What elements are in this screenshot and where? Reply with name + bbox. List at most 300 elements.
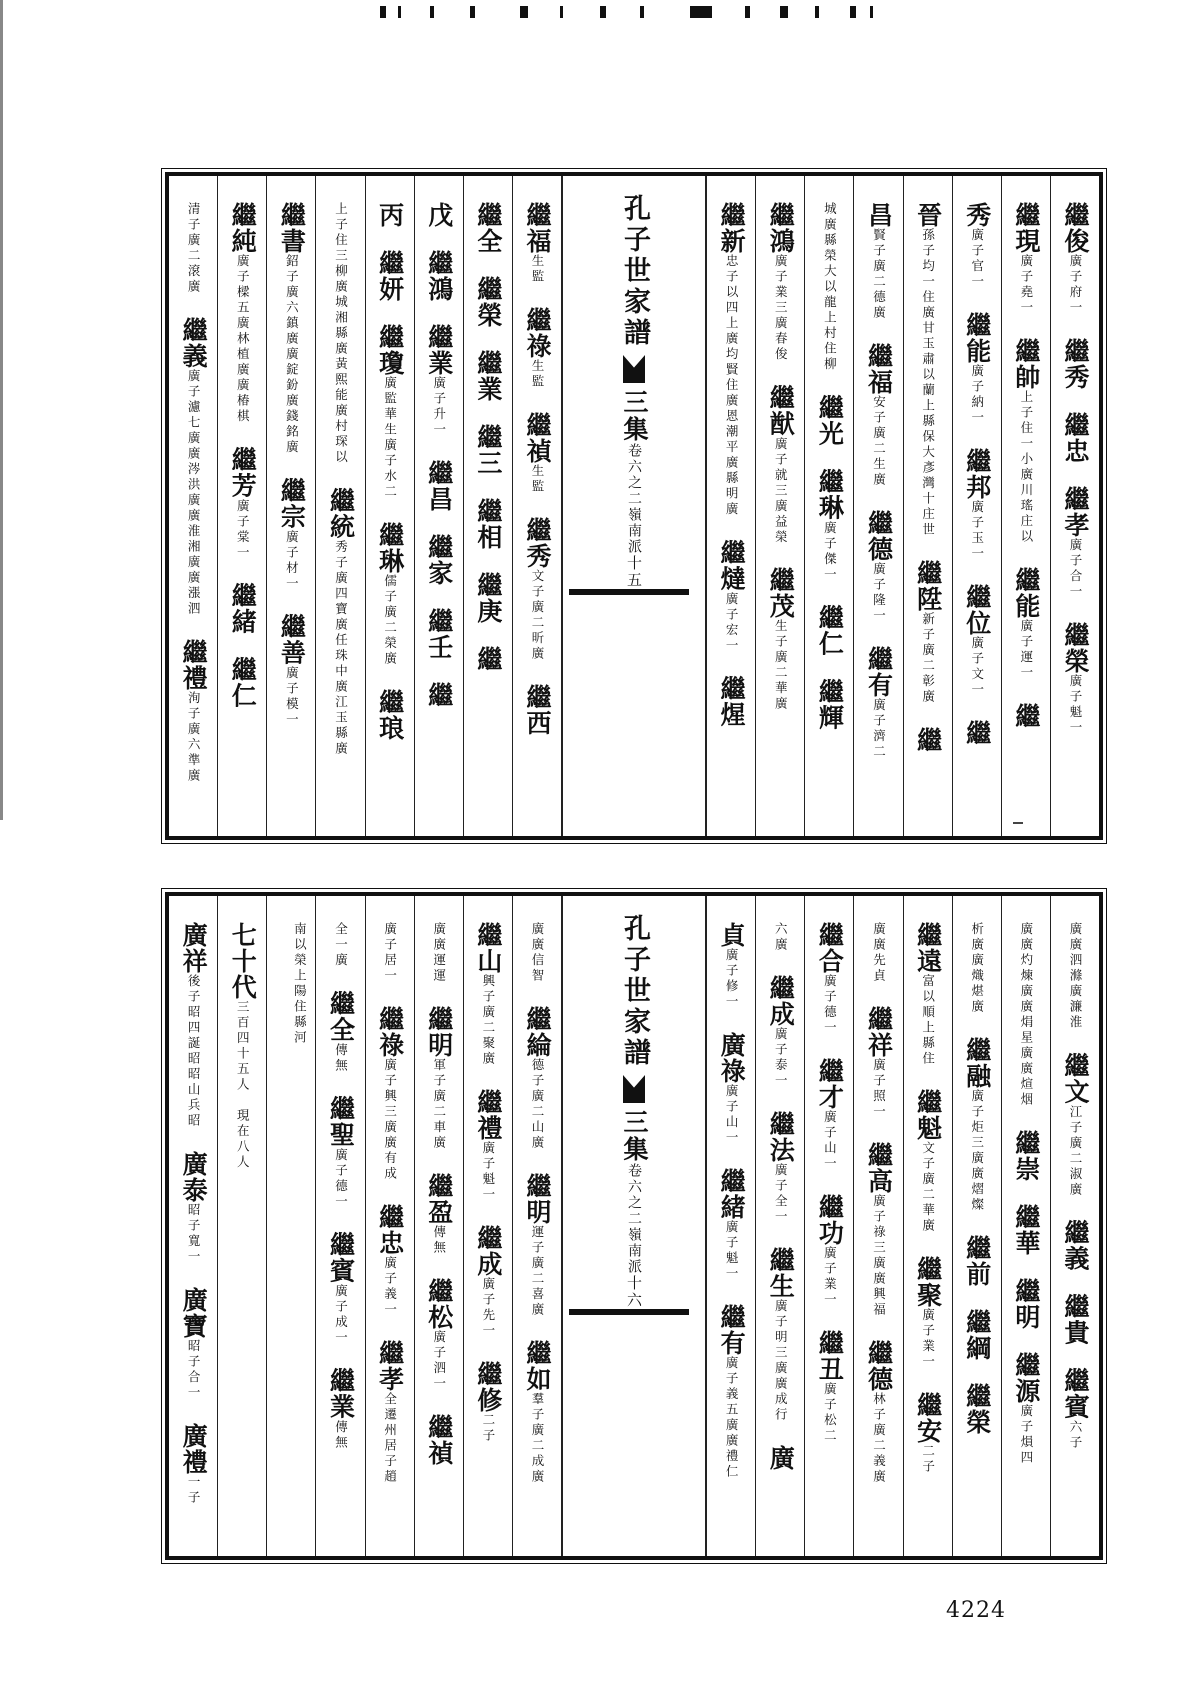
genealogy-column [1050, 896, 1099, 1556]
person-name: 繼相 [473, 498, 503, 550]
column-gap [534, 984, 540, 1006]
annotation-note: 廣子業一 [822, 1246, 838, 1308]
column-row [169, 176, 1099, 836]
annotation-note: 羣子廣二成廣 [530, 1392, 545, 1485]
person-name: 繼德 [864, 510, 894, 562]
column-gap [876, 488, 882, 510]
annotation-note: 城廣縣榮大以龍上村住柳 [822, 202, 838, 373]
column-gap [534, 1151, 540, 1173]
person-name: 繼忠 [1061, 412, 1090, 464]
column-gap [974, 1015, 980, 1037]
column-gap [826, 657, 832, 679]
column-gap [436, 228, 442, 250]
annotation-note: 昭子寬一 [186, 1203, 202, 1265]
annotation-note: 廣子隆一 [871, 562, 887, 624]
person-name: 丙 [375, 202, 405, 228]
fishtail-mark [623, 1075, 645, 1103]
person-name: 繼明 [523, 1173, 552, 1225]
annotation-note: 新子廣二彰廣 [920, 612, 936, 705]
column-gap [826, 583, 832, 605]
column-gap [387, 500, 393, 522]
column-gap [1072, 464, 1078, 486]
person-name: 繼修 [473, 1361, 503, 1413]
annotation-note: 廣子興三廣廣有成 [382, 1058, 398, 1182]
genealogy-column [1001, 896, 1050, 1556]
person-name: 廣 [766, 1445, 796, 1471]
annotation-note: 廣子德一 [822, 974, 838, 1036]
annotation-note: 運子廣二喜廣 [530, 1225, 545, 1318]
annotation-note: 鉊子廣六鎮廣廣錠鈖廣錢銘廣 [284, 254, 300, 456]
column-gap [974, 290, 980, 312]
annotation-note: 廣子義五廣廣禮仁 [724, 1356, 740, 1480]
person-name: 繼合 [815, 922, 845, 974]
annotation-note: 生監 [530, 464, 545, 495]
column-gap [485, 1067, 491, 1089]
person-name: 繼仁 [228, 656, 258, 709]
person-name: 繼善 [277, 613, 307, 666]
person-name: 繼西 [523, 684, 552, 736]
genealogy-column [804, 176, 853, 836]
person-name: 繼文 [1061, 1052, 1090, 1105]
person-name: 繼義 [1061, 1219, 1090, 1272]
annotation-note: 廣子魁一 [480, 1141, 496, 1203]
annotation-note: 廣子堯一 [1018, 254, 1034, 316]
annotation-note: 廣子業一 [920, 1308, 936, 1370]
annotation-note: 廣子山一 [724, 1084, 740, 1146]
person-name: 繼榮 [473, 276, 503, 328]
person-name: 繼宗 [277, 477, 307, 530]
annotation-note: 廣子明三廣廣成行 [773, 1299, 789, 1423]
annotation-note: 析廣廣熾煁廣 [969, 922, 985, 1015]
annotation-note: 廣子材一 [284, 529, 300, 592]
annotation-note: 賢子廣二德廣 [871, 228, 887, 321]
column-gap [777, 1089, 783, 1111]
annotation-note: 廣子義一 [382, 1256, 398, 1318]
column-gap [485, 254, 491, 276]
person-name: 繼山 [473, 922, 503, 974]
genealogy-column [853, 896, 902, 1556]
person-name: 繼前 [962, 1235, 992, 1287]
annotation-note: 秀子廣四寶廣任珠中廣江玉縣廣 [333, 539, 349, 757]
annotation-note: 廣子魁一 [724, 1220, 740, 1282]
person-name: 繼榮 [962, 1383, 992, 1435]
annotation-note: 廣子濟二 [871, 698, 887, 760]
person-name: 繼新 [717, 202, 747, 254]
annotation-note: 廣廣信智 [530, 922, 545, 984]
genealogy-column [755, 176, 804, 836]
column-gap [1072, 1198, 1078, 1220]
annotation-note: 廣子照一 [871, 1058, 887, 1120]
column-gap [777, 953, 783, 975]
column-gap [190, 1265, 196, 1287]
column-gap [387, 1182, 393, 1204]
genealogy-column [414, 176, 463, 836]
scan-mark [1013, 822, 1023, 824]
person-name: 繼壬 [424, 608, 454, 660]
genealogy-column [365, 896, 414, 1556]
genealogy-column [706, 896, 755, 1556]
person-name: 繼才 [815, 1058, 845, 1110]
person-name: 繼昌 [424, 460, 454, 512]
header-bar [569, 589, 689, 595]
genealogy-column [952, 896, 1001, 1556]
column-gap [728, 1146, 734, 1168]
person-name: 繼茂 [766, 567, 796, 619]
annotation-note: 三百四十五人 現在八人 [235, 1000, 251, 1171]
column-gap [387, 984, 393, 1006]
column-gap [925, 1234, 931, 1256]
genealogy-column [1050, 176, 1099, 836]
person-name: 繼琅 [375, 689, 405, 741]
person-name: 繼盈 [424, 1173, 454, 1225]
person-name: 繼高 [864, 1142, 894, 1194]
genealogy-column [706, 176, 755, 836]
person-name: 繼成 [473, 1225, 503, 1277]
column-gap [728, 1282, 734, 1304]
annotation-note: 廣子泗一 [431, 1330, 447, 1392]
column-gap [436, 1256, 442, 1278]
annotation-note: 南以榮上陽住縣河 [292, 922, 308, 1046]
person-name: 繼 [913, 727, 943, 753]
person-name: 繼猷 [766, 384, 796, 437]
person-name: 繼安 [913, 1392, 943, 1444]
person-name: 繼法 [766, 1111, 796, 1163]
annotation-note: 廣子傑一 [822, 520, 838, 583]
genealogy-column [903, 896, 952, 1556]
annotation-note: 六子 [1068, 1419, 1083, 1451]
annotation-note: 廣子納一 [969, 364, 985, 426]
annotation-note: 廣廣運運 [431, 922, 447, 984]
person-name: 繼綸 [523, 1006, 552, 1058]
genealogy-column [903, 176, 952, 836]
column-gap [485, 476, 491, 498]
person-name: 晉 [913, 202, 943, 228]
genealogy-column [952, 176, 1001, 836]
column-gap [876, 984, 882, 1006]
person-name: 繼禎 [424, 1414, 454, 1466]
annotation-note: 廣子先一 [480, 1277, 496, 1339]
genealogy-column [315, 896, 364, 1556]
column-gap [338, 1210, 344, 1232]
column-gap [925, 1067, 931, 1089]
person-name: 廣祥 [179, 922, 209, 974]
column-gap [485, 328, 491, 350]
annotation-note: 昭子合一 [186, 1339, 202, 1401]
person-name: 繼三 [473, 424, 503, 476]
column-gap [728, 518, 734, 540]
annotation-note: 林子廣二義廣 [871, 1392, 887, 1485]
column-gap [876, 1318, 882, 1340]
person-name: 繼光 [815, 394, 845, 447]
annotation-note: 一子 [186, 1475, 202, 1506]
person-name: 繼明 [424, 1006, 454, 1058]
column-gap [876, 624, 882, 646]
column-gap [387, 228, 393, 250]
folio-number: 十五 [625, 555, 643, 589]
genealogy-column [463, 176, 512, 836]
column-gap [436, 1392, 442, 1414]
annotation-note: 六廣 [773, 922, 789, 953]
column-gap [974, 1213, 980, 1235]
person-name: 繼芳 [228, 446, 258, 499]
folio-number: 十六 [625, 1275, 643, 1309]
person-name: 繼秀 [1061, 338, 1090, 390]
column-gap [1072, 390, 1078, 412]
volume-label: 卷六之二 [626, 443, 642, 507]
annotation-note: 孫子均一住廣甘玉肅以蘭上縣保大彥灣十庄世 [920, 228, 936, 538]
person-name: 貞 [717, 922, 747, 948]
annotation-note: 清子廣二滾廣 [186, 202, 202, 295]
annotation-note: 廣子升一 [431, 376, 447, 438]
person-name: 繼庚 [473, 572, 503, 624]
column-gap [1023, 1182, 1029, 1204]
person-name: 繼福 [523, 202, 552, 254]
column-gap [974, 426, 980, 448]
genealogy-column [266, 896, 315, 1556]
annotation-note: 興子廣二聚廣 [480, 974, 496, 1067]
person-name: 繼能 [1011, 567, 1041, 619]
annotation-note: 廣子祿三廣廣興福 [871, 1194, 887, 1318]
column-gap [974, 698, 980, 720]
branch-label: 嶺南派 [626, 1227, 642, 1275]
person-name: 戊 [424, 202, 454, 228]
column-gap [436, 660, 442, 682]
column-gap [387, 1318, 393, 1340]
annotation-note: 廣廣先貞 [871, 922, 887, 984]
column-gap [436, 1151, 442, 1173]
column-gap [826, 1172, 832, 1194]
column-gap [826, 447, 832, 469]
person-name: 繼榮 [1061, 622, 1090, 674]
annotation-note: 廣子棠一 [235, 498, 251, 561]
collection-label: 三集 [620, 1109, 649, 1163]
annotation-note: 廣子運一 [1018, 619, 1034, 681]
person-name: 繼遠 [913, 922, 943, 974]
person-name: 繼現 [1011, 202, 1041, 254]
column-gap [777, 363, 783, 385]
column-gap [534, 285, 540, 307]
column-gap [777, 545, 783, 567]
person-name: 繼書 [277, 202, 307, 254]
annotation-note: 廣子濾七廣廣涔洪廣廣淮湘廣廣漲泗 [186, 369, 202, 617]
column-gap [387, 667, 393, 689]
person-name: 繼俊 [1061, 202, 1090, 254]
column-gap [338, 466, 344, 488]
person-name: 繼祿 [375, 1006, 405, 1058]
column-gap [728, 654, 734, 676]
annotation-note: 廣廣泗滌廣濂淮 [1068, 922, 1083, 1031]
person-name: 繼家 [424, 534, 454, 586]
person-name: 繼秀 [523, 517, 552, 569]
column-gap [387, 302, 393, 324]
column-gap [190, 1401, 196, 1423]
annotation-note: 廣子德一 [333, 1147, 349, 1210]
person-name: 繼緒 [228, 582, 258, 635]
person-name: 繼燵 [717, 539, 747, 592]
annotation-note: 安子廣二生廣 [871, 395, 887, 488]
annotation-note: 廣子魁一 [1068, 674, 1083, 736]
annotation-note: 二子 [920, 1444, 936, 1475]
person-name: 繼生 [766, 1247, 796, 1299]
column-gap [436, 984, 442, 1006]
person-name: 繼全 [473, 202, 503, 254]
annotation-note: 廣子業三廣春俊 [773, 254, 789, 363]
column-gap [190, 617, 196, 639]
column-gap [485, 1203, 491, 1225]
annotation-note: 廣子府一 [1068, 254, 1083, 316]
annotation-note: 富以順上縣住 [920, 974, 936, 1067]
column-gap [974, 1287, 980, 1309]
column-gap [485, 402, 491, 424]
person-name: 繼賓 [1061, 1367, 1090, 1420]
person-name: 繼琳 [815, 468, 845, 521]
person-name: 繼統 [326, 487, 356, 540]
genealogy-column [512, 176, 562, 836]
scan-left-edge [0, 0, 3, 820]
annotation-note: 傳無 [333, 1419, 349, 1451]
annotation-note: 上子住三柳廣城湘縣廣黃熙能廣村琛以 [333, 202, 349, 466]
column-gap [1072, 316, 1078, 338]
person-name: 繼琳 [375, 522, 405, 574]
fishtail-mark [623, 355, 645, 383]
person-name: 秀 [962, 202, 992, 228]
column-gap [534, 1318, 540, 1340]
annotation-note: 傳無 [431, 1225, 447, 1256]
person-name: 繼煋 [717, 675, 747, 728]
column-gap [288, 456, 294, 478]
column-gap [436, 512, 442, 534]
column-gap [1023, 316, 1029, 338]
column-gap [485, 550, 491, 572]
annotation-note: 廣子居一 [382, 922, 398, 984]
annotation-note: 廣子合一 [1068, 538, 1083, 600]
genealogy-column [169, 176, 217, 836]
column-gap [436, 586, 442, 608]
person-name: 繼丑 [815, 1330, 845, 1382]
annotation-note: 文子廣二昕廣 [530, 569, 545, 662]
person-name: 繼輝 [815, 678, 845, 731]
annotation-note: 全一廣 [333, 922, 349, 969]
column-gap [190, 1129, 196, 1151]
column-gap [534, 390, 540, 412]
column-gap [1023, 1330, 1029, 1352]
annotation-note: 廣子官一 [969, 228, 985, 290]
person-name: 繼成 [766, 975, 796, 1027]
person-name: 繼邦 [962, 448, 992, 500]
annotation-note: 洵子廣六準廣 [186, 691, 202, 784]
person-name: 繼賓 [326, 1231, 356, 1284]
genealogy-column [217, 896, 266, 1556]
person-name: 繼鴻 [424, 250, 454, 302]
column-gap [239, 561, 245, 583]
person-name: 繼業 [473, 350, 503, 402]
volume-label: 卷六之二 [626, 1163, 642, 1227]
book-title: 孔子世家譜 [619, 914, 650, 1069]
column-gap [876, 321, 882, 343]
annotation-note: 全遷州居子趙 [382, 1392, 398, 1485]
annotation-note: 生監 [530, 359, 545, 390]
column-gap [925, 1370, 931, 1392]
column-gap [239, 635, 245, 657]
annotation-note: 廣子玉一 [969, 500, 985, 562]
person-name: 繼融 [962, 1037, 992, 1089]
column-gap [876, 1120, 882, 1142]
scan-top-artifact [0, 0, 1190, 24]
person-name: 繼緒 [717, 1168, 747, 1220]
genealogy-column [804, 896, 853, 1556]
genealogy-column [365, 176, 414, 836]
column-gap [925, 538, 931, 560]
column-gap [1072, 1272, 1078, 1294]
person-name: 繼仁 [815, 604, 845, 657]
annotation-note: 江子廣二淑廣 [1068, 1104, 1083, 1198]
collection-label: 三集 [620, 389, 649, 443]
genealogy-page-top [165, 172, 1103, 840]
person-name: 繼瓊 [375, 324, 405, 376]
person-name: 廣禮 [179, 1423, 209, 1475]
annotation-note: 廣監華生廣子水二 [382, 376, 398, 500]
annotation-note: 廣子就三廣益榮 [773, 436, 789, 545]
genealogy-column [217, 176, 266, 836]
column-gap [338, 1346, 344, 1368]
column-gap [534, 495, 540, 517]
column-gap [974, 562, 980, 584]
column-gap [436, 438, 442, 460]
person-name: 廣泰 [179, 1151, 209, 1203]
annotation-note: 儒子廣二榮廣 [382, 574, 398, 667]
annotation-note: 二子 [480, 1413, 496, 1444]
person-name: 繼 [962, 720, 992, 746]
person-name: 七十代 [228, 922, 258, 1000]
person-name: 繼妍 [375, 250, 405, 302]
genealogy-column [512, 896, 562, 1556]
person-name: 繼源 [1011, 1352, 1041, 1404]
annotation-note: 上子住一小廣川瑤庄以 [1018, 390, 1034, 545]
header-bar [569, 1309, 689, 1315]
column-gap [288, 592, 294, 614]
column-gap [436, 302, 442, 324]
person-name: 繼聚 [913, 1256, 943, 1308]
column-gap [777, 1423, 783, 1445]
column-gap [1023, 545, 1029, 567]
branch-label: 嶺南派 [626, 507, 642, 555]
person-name: 繼陞 [913, 560, 943, 612]
annotation-note: 軍子廣二車廣 [431, 1058, 447, 1151]
person-name: 繼位 [962, 584, 992, 636]
person-name: 繼貴 [1061, 1293, 1090, 1346]
person-name: 昌 [864, 202, 894, 228]
person-name: 廣祿 [717, 1032, 747, 1084]
person-name: 繼功 [815, 1194, 845, 1246]
person-name: 繼松 [424, 1278, 454, 1330]
annotation-note: 廣廣灼煉廣廣焆星廣廣煊烟 [1018, 922, 1034, 1108]
annotation-note: 廣子山一 [822, 1110, 838, 1172]
annotation-note: 傳無 [333, 1042, 349, 1074]
column-gap [239, 425, 245, 447]
book-header-column [562, 896, 706, 1556]
column-gap [1072, 600, 1078, 622]
person-name: 繼祥 [864, 1006, 894, 1058]
annotation-note: 廣子松二 [822, 1382, 838, 1444]
person-name: 繼崇 [1011, 1130, 1041, 1182]
person-name: 繼忠 [375, 1204, 405, 1256]
book-header-column [562, 176, 706, 836]
person-name: 繼義 [179, 317, 209, 369]
column-gap [974, 1361, 980, 1383]
person-name: 繼祿 [523, 307, 552, 359]
annotation-note: 廣子泰一 [773, 1027, 789, 1089]
annotation-note: 生監 [530, 254, 545, 285]
